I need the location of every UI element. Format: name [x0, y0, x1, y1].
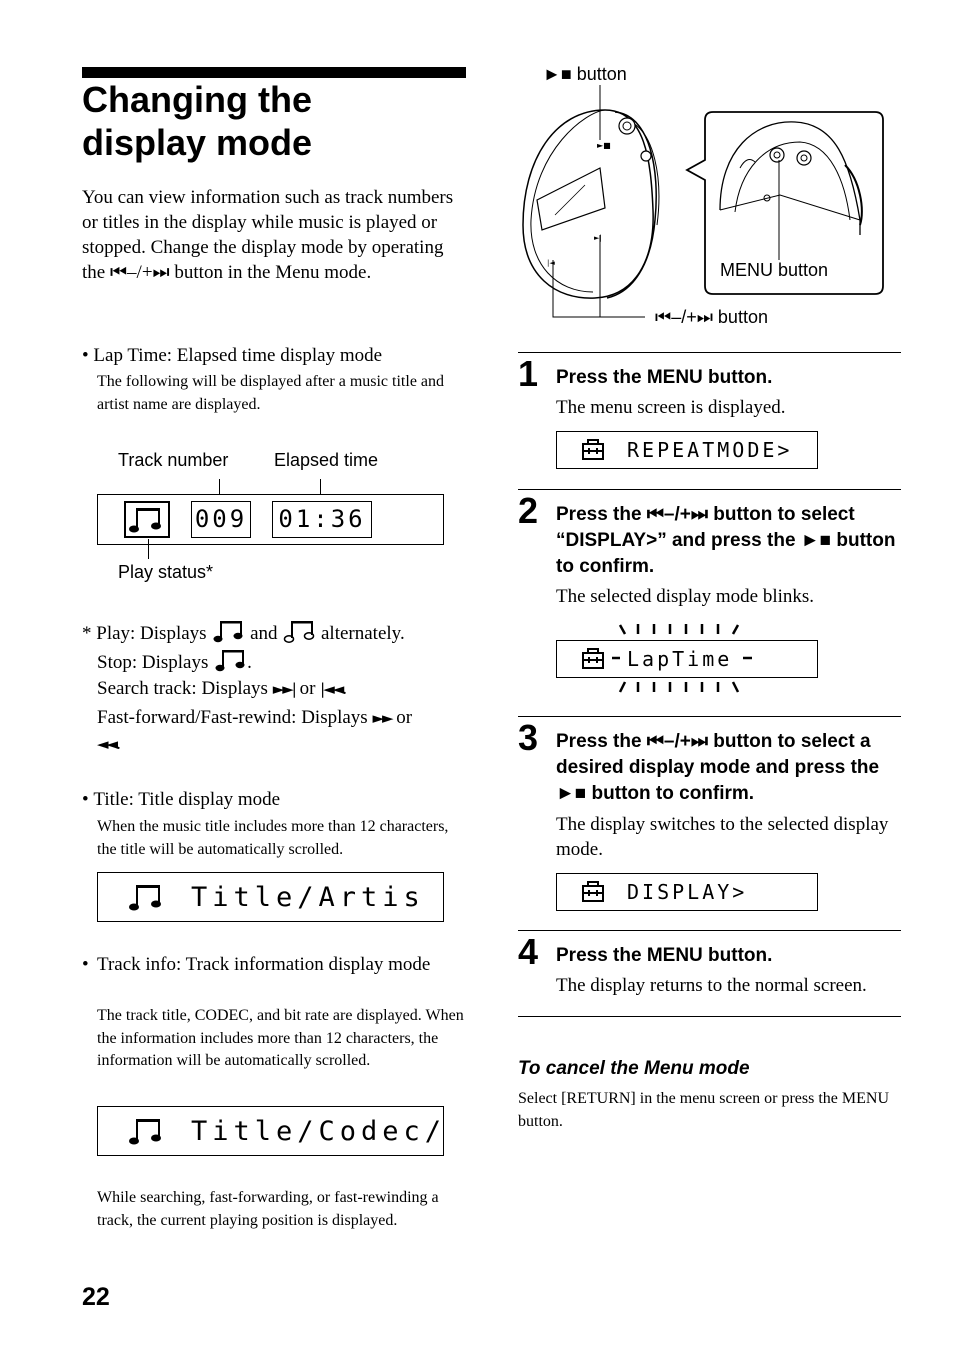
step-1-heading: Press the MENU button.: [556, 367, 773, 388]
step-3-heading: Press the ⏮–/+⏭ button to select a desired display mode and press the ►■ button to confirm.: [556, 731, 880, 804]
step-4-heading: Press the MENU button.: [556, 945, 773, 966]
step-2-text: The selected display mode blinks.: [556, 586, 815, 607]
player-illustration: [515, 60, 895, 335]
title-rule: [82, 67, 466, 78]
menu-icon: [581, 439, 605, 461]
music-note-icon: [126, 503, 168, 536]
lap-time-desc: The following will be displayed after a music title and artist name are displayed.: [97, 373, 445, 413]
svg-text:►|: ►|: [594, 234, 602, 242]
prev-track-icon: |◄◄: [320, 680, 343, 698]
lap-time-heading: • Lap Time: Elapsed time display mode: [82, 345, 383, 366]
play-status-leader: [148, 539, 149, 559]
play-status-box: [124, 501, 170, 538]
title-mode-heading-text: Title: Title display mode: [93, 789, 281, 810]
step-4-rule: [518, 930, 901, 931]
fast-forward-icon: ►►: [372, 709, 392, 727]
lcd-elapsed-time: 01:36: [272, 501, 372, 538]
music-note-icon: [126, 882, 166, 914]
cancel-heading: To cancel the Menu mode: [518, 1058, 750, 1079]
searching-note: While searching, fast-forwarding, or fast-rewinding a track, the current playing position is displayed.: [97, 1189, 439, 1229]
music-note-stop-icon: [213, 648, 247, 674]
step-2-lcd: [556, 640, 818, 678]
play-button-label: ►■ button: [543, 64, 627, 84]
track-number-label: Track number: [118, 450, 229, 470]
music-note-alt-icon: [282, 619, 316, 645]
step-4-number: 4: [518, 931, 539, 972]
step-2-rule: [518, 489, 901, 490]
footnote-ff: Fast-forward/Fast-rewind: Displays ►► or ◄◄.: [97, 707, 413, 754]
svg-text:►■: ►■: [597, 141, 611, 150]
title-mode-desc: When the music title includes more than 12 characters, the title will be automatically scrolled.: [97, 818, 449, 858]
track-info-lcd: [97, 1106, 447, 1156]
title-mode-lcd: [97, 872, 444, 922]
footnote-stop: Stop: Displays .: [97, 648, 467, 675]
step-3-lcd-text: DISPLAY>: [627, 880, 748, 904]
step-2-lcd-text: LapTime: [627, 647, 733, 671]
footnote-play: * Play: Displays and alternately.: [82, 619, 466, 646]
track-info-desc: The track title, CODEC, and bit rate are displayed. When the information includes more than 12 characters, the information will be automatically scrolled.: [97, 1007, 464, 1069]
step-1-lcd: [556, 431, 818, 469]
lcd-title-text: Title/Artis: [191, 882, 425, 913]
lap-time-heading-text: Lap Time: Elapsed time display mode: [93, 345, 383, 366]
lcd-track-number: 009: [191, 501, 251, 538]
menu-icon: [581, 648, 605, 670]
music-note-icon: [211, 619, 245, 645]
step-2-number: 2: [518, 490, 539, 531]
lap-time-lcd: [97, 494, 444, 545]
step-4-text: The display returns to the normal screen.: [556, 975, 867, 996]
menu-icon: [581, 881, 605, 903]
step-1-lcd-text: REPEATMODE>: [627, 438, 793, 462]
skip-button-label: ⏮–/+⏭ button: [655, 307, 768, 327]
step-1-text: The menu screen is displayed.: [556, 397, 786, 418]
step-1-number: 1: [518, 353, 539, 394]
next-track-icon: ►►|: [272, 680, 295, 698]
page-title-line1: Changing the: [82, 79, 312, 120]
step-3-text: The display switches to the selected display mode.: [556, 814, 889, 860]
svg-text:|◄: |◄: [547, 259, 555, 267]
elapsed-time-label: Elapsed time: [274, 450, 379, 470]
step-3-rule: [518, 716, 901, 717]
page-number: 22: [82, 1283, 110, 1311]
music-note-icon: [126, 1116, 166, 1148]
step-3-lcd: [556, 873, 818, 911]
lcd-track-info-text: Title/Codec/: [191, 1116, 447, 1147]
page-title-line2: display mode: [82, 122, 313, 163]
play-status-label: Play status*: [118, 562, 214, 582]
step-1-rule: [518, 352, 901, 353]
track-info-heading-text: Track info: Track information display mode: [97, 954, 431, 975]
steps-end-rule: [518, 1016, 901, 1017]
track-info-heading: • Track info: Track information display mode: [82, 952, 466, 977]
fast-rewind-icon: ◄◄: [97, 735, 117, 753]
cancel-text: Select [RETURN] in the menu screen or press the MENU button.: [518, 1090, 890, 1130]
menu-button-label: MENU button: [720, 260, 829, 280]
step-3-number: 3: [518, 717, 539, 758]
page-title: [82, 78, 466, 164]
footnote-search: Search track: Displays ►►| or |◄◄.: [97, 678, 348, 699]
step-2-heading: Press the ⏮–/+⏭ button to select “DISPLAY>” and press the ►■ button to confirm.: [556, 504, 896, 577]
title-mode-heading: • Title: Title display mode: [82, 789, 281, 810]
intro-paragraph: You can view information such as track numbers or titles in the display while music is played or stopped. Change the display mode by operating the ⏮–/+⏭ button in the Menu mode.: [82, 187, 454, 283]
